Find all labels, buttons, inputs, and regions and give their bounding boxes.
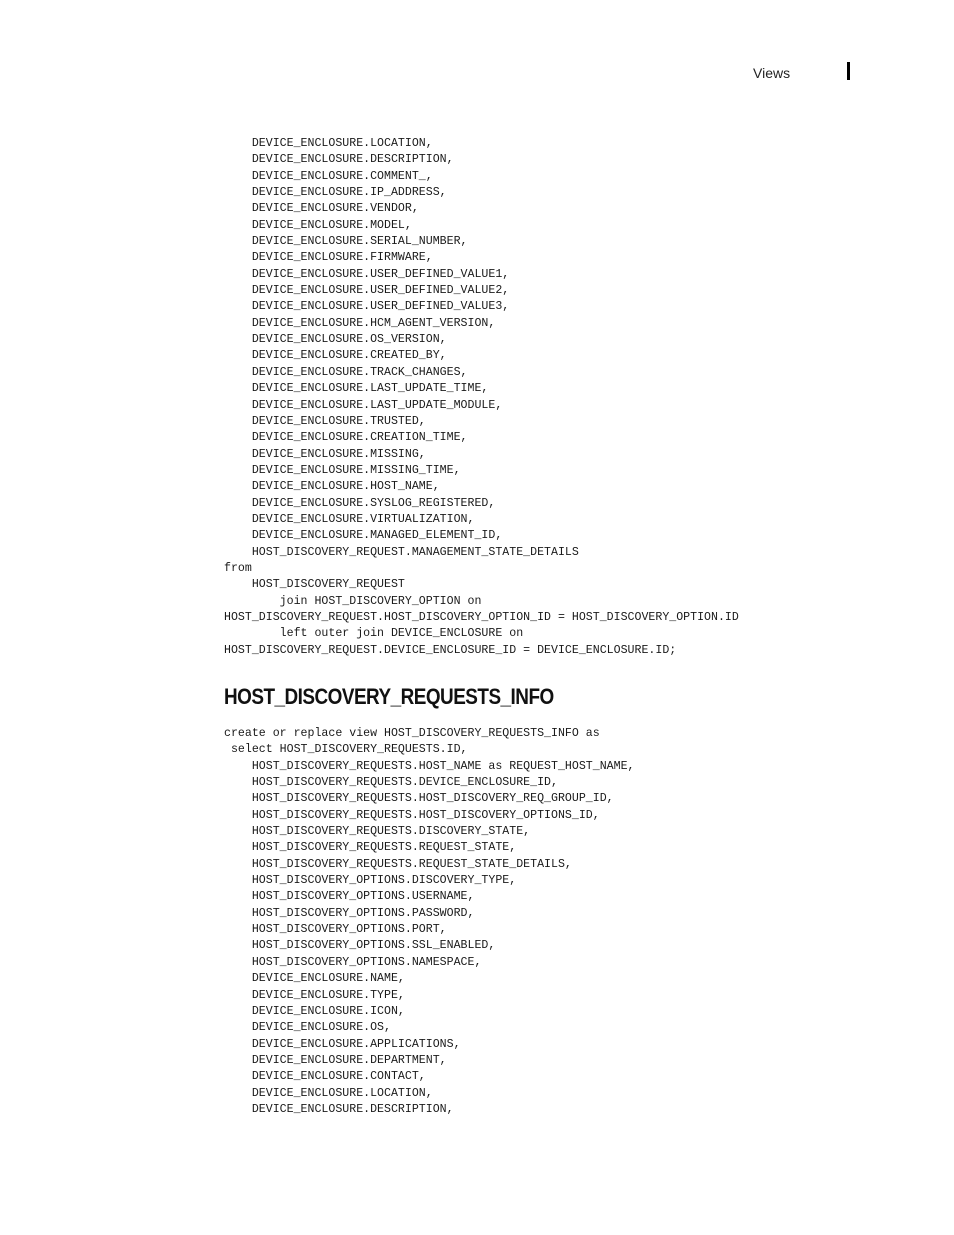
code-line: DEVICE_ENCLOSURE.HCM_AGENT_VERSION, <box>224 316 496 330</box>
code-line: DEVICE_ENCLOSURE.TRACK_CHANGES, <box>224 365 468 379</box>
code-line: DEVICE_ENCLOSURE.APPLICATIONS, <box>224 1037 461 1051</box>
code-line: DEVICE_ENCLOSURE.LOCATION, <box>224 1086 433 1100</box>
section-heading: HOST_DISCOVERY_REQUESTS_INFO <box>224 684 554 709</box>
code-line: HOST_DISCOVERY_REQUESTS.HOST_DISCOVERY_OPTIONS_ID, <box>224 808 600 822</box>
code-line: DEVICE_ENCLOSURE.TYPE, <box>224 988 405 1002</box>
code-line: HOST_DISCOVERY_REQUESTS.DEVICE_ENCLOSURE_ID, <box>224 776 558 790</box>
code-line: HOST_DISCOVERY_REQUESTS.HOST_DISCOVERY_REQ_GROUP_ID, <box>224 792 614 806</box>
code-line: HOST_DISCOVERY_REQUEST.DEVICE_ENCLOSURE_ID = DEVICE_ENCLOSURE.ID; <box>224 643 677 657</box>
code-line: DEVICE_ENCLOSURE.DESCRIPTION, <box>224 153 454 167</box>
code-line: HOST_DISCOVERY_OPTIONS.USERNAME, <box>224 890 475 904</box>
code-line: HOST_DISCOVERY_REQUEST.HOST_DISCOVERY_OPTION_ID = HOST_DISCOVERY_OPTION.ID <box>224 610 739 624</box>
code-line: HOST_DISCOVERY_REQUESTS.HOST_NAME as REQUEST_HOST_NAME, <box>224 759 635 773</box>
code-line: DEVICE_ENCLOSURE.LAST_UPDATE_TIME, <box>224 382 489 396</box>
code-line: create or replace view HOST_DISCOVERY_REQUESTS_INFO as <box>224 727 600 740</box>
code-line: HOST_DISCOVERY_OPTIONS.PORT, <box>224 923 447 937</box>
code-line: DEVICE_ENCLOSURE.SERIAL_NUMBER, <box>224 235 468 249</box>
code-line: DEVICE_ENCLOSURE.DEPARTMENT, <box>224 1053 447 1067</box>
code-block-bottom <box>224 726 635 1118</box>
code-line: HOST_DISCOVERY_REQUEST.MANAGEMENT_STATE_DETAILS <box>224 545 579 559</box>
code-line: DEVICE_ENCLOSURE.MANAGED_ELEMENT_ID, <box>224 529 503 543</box>
code-line: HOST_DISCOVERY_OPTIONS.DISCOVERY_TYPE, <box>224 874 517 888</box>
code-block-top <box>224 136 739 659</box>
header-rule-bar <box>847 62 850 80</box>
code-line: DEVICE_ENCLOSURE.ICON, <box>224 1004 405 1018</box>
code-line: DEVICE_ENCLOSURE.MODEL, <box>224 218 412 232</box>
code-line: DEVICE_ENCLOSURE.USER_DEFINED_VALUE1, <box>224 267 510 281</box>
code-line: DEVICE_ENCLOSURE.VIRTUALIZATION, <box>224 512 475 526</box>
code-line: DEVICE_ENCLOSURE.USER_DEFINED_VALUE2, <box>224 284 510 298</box>
code-line: HOST_DISCOVERY_REQUESTS.DISCOVERY_STATE, <box>224 825 531 839</box>
code-line: DEVICE_ENCLOSURE.CREATION_TIME, <box>224 431 468 445</box>
running-header-section-label: Views <box>753 65 791 81</box>
code-line: HOST_DISCOVERY_OPTIONS.NAMESPACE, <box>224 955 482 969</box>
code-line: DEVICE_ENCLOSURE.USER_DEFINED_VALUE3, <box>224 300 510 314</box>
code-line: DEVICE_ENCLOSURE.MISSING, <box>224 447 426 461</box>
code-line: DEVICE_ENCLOSURE.VENDOR, <box>224 202 419 216</box>
code-line: DEVICE_ENCLOSURE.OS_VERSION, <box>224 333 447 347</box>
code-line: from <box>224 561 252 575</box>
code-line: DEVICE_ENCLOSURE.OS, <box>224 1021 391 1035</box>
code-line: DEVICE_ENCLOSURE.LAST_UPDATE_MODULE, <box>224 398 503 412</box>
code-line: DEVICE_ENCLOSURE.HOST_NAME, <box>224 480 440 494</box>
code-line: DEVICE_ENCLOSURE.CONTACT, <box>224 1070 426 1084</box>
code-line: DEVICE_ENCLOSURE.COMMENT_, <box>224 169 433 183</box>
code-line: HOST_DISCOVERY_OPTIONS.PASSWORD, <box>224 906 475 920</box>
code-line: join HOST_DISCOVERY_OPTION on <box>224 594 482 608</box>
code-line: DEVICE_ENCLOSURE.IP_ADDRESS, <box>224 186 447 200</box>
code-line: DEVICE_ENCLOSURE.LOCATION, <box>224 137 433 150</box>
code-line: DEVICE_ENCLOSURE.DESCRIPTION, <box>224 1102 454 1116</box>
code-line: HOST_DISCOVERY_REQUEST <box>224 578 405 592</box>
code-line: HOST_DISCOVERY_OPTIONS.SSL_ENABLED, <box>224 939 496 953</box>
code-line: HOST_DISCOVERY_REQUESTS.REQUEST_STATE_DETAILS, <box>224 857 572 871</box>
code-line: DEVICE_ENCLOSURE.TRUSTED, <box>224 414 426 428</box>
code-line: HOST_DISCOVERY_REQUESTS.REQUEST_STATE, <box>224 841 517 855</box>
code-line: DEVICE_ENCLOSURE.SYSLOG_REGISTERED, <box>224 496 496 510</box>
code-line: DEVICE_ENCLOSURE.MISSING_TIME, <box>224 463 461 477</box>
code-line: DEVICE_ENCLOSURE.CREATED_BY, <box>224 349 447 363</box>
code-line: DEVICE_ENCLOSURE.NAME, <box>224 972 405 986</box>
code-line: left outer join DEVICE_ENCLOSURE on <box>224 627 524 641</box>
code-line: DEVICE_ENCLOSURE.FIRMWARE, <box>224 251 433 265</box>
code-line: select HOST_DISCOVERY_REQUESTS.ID, <box>224 743 468 757</box>
